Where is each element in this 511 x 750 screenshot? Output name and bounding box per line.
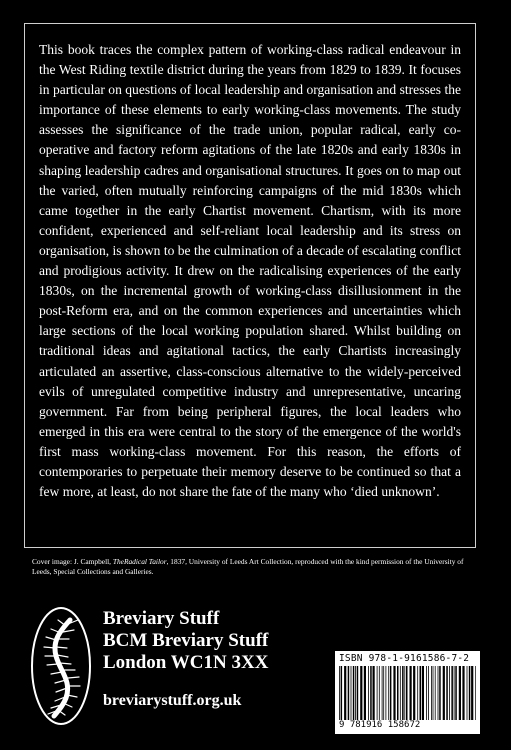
barcode-bar bbox=[383, 666, 384, 720]
barcode-bar bbox=[377, 666, 378, 720]
barcode-bar bbox=[438, 666, 439, 720]
barcode-bar bbox=[370, 666, 372, 720]
barcode-bar bbox=[397, 666, 399, 720]
isbn-label bbox=[339, 653, 511, 664]
barcode-bar bbox=[357, 666, 359, 720]
barcode-bar bbox=[351, 666, 352, 720]
barcode-bar bbox=[431, 666, 432, 720]
barcode-bar bbox=[348, 666, 350, 720]
barcode-bar bbox=[422, 666, 424, 720]
barcode-bar bbox=[449, 666, 450, 720]
barcode-bar bbox=[400, 666, 401, 720]
barcode-bar bbox=[446, 666, 448, 720]
barcode-bar bbox=[353, 666, 355, 720]
barcode-bar bbox=[339, 666, 340, 720]
publisher-address-line1: BCM Breviary Stuff bbox=[103, 630, 269, 651]
barcode-bar bbox=[467, 666, 468, 720]
barcode-bar bbox=[402, 666, 404, 720]
publisher-address-line2: London WC1N 3XX bbox=[103, 652, 269, 673]
credit-title: TheRadical Tailor bbox=[112, 557, 167, 566]
barcode-bar bbox=[364, 666, 366, 720]
barcode-bar bbox=[435, 666, 436, 720]
price-code: 90000 bbox=[481, 653, 511, 664]
barcode-bar bbox=[360, 666, 362, 720]
barcode-bar bbox=[455, 666, 457, 720]
barcode-bar bbox=[355, 666, 356, 720]
barcode-bar bbox=[341, 666, 343, 720]
barcode-bar bbox=[454, 666, 455, 720]
barcode-bar bbox=[451, 666, 453, 720]
barcode-bar bbox=[379, 666, 380, 720]
cover-image-credit bbox=[32, 557, 472, 577]
barcode-bar bbox=[382, 666, 383, 720]
book-description: This book traces the complex pattern of working-class radical endeavour in the West Riding textile district during the years from 1829 to 1839. It focuses in particular on questions of local leadership and organisation and stresses the importance of these elements to early working-class movements. The study assesses the significance of the trade union, popular radical, early co-operative and factory reform agitations of the late 1820s and early 1830s in shaping leadership cadres and organisational structures. It goes on to map out the varied, often mutually reinforcing campaigns of the mid 1830s which came together in the early Chartist movement. Chartism, with its more confident, experienced and self-reliant local leadership and its stress on organisation, is shown to be the culmination of a decade of escalating conflict and prodigious activity. It drew on the radicalising experiences of the early 1830s, on the incremental growth of working-class disillusionment in the post-Reform era, and on the common experiences and uncertainties which large sections of the local working population shared. Whilst building on traditional ideas and agitational tactics, the early Chartists increasingly articulated an assertive, class-conscious alternative to the widely-perceived evils of unregulated competitive industry and unrepresentative, uncaring government. Far from being peripheral figures, the local leaders who emerged in this era were central to the story of the emergence of the world's first mass working-class movement. For this reason, the efforts of contemporaries to perpetuate their memory deserve to be continued so that a few more, at least, do not share the fate of the many who ‘died unknown’. bbox=[39, 42, 461, 500]
barcode-bar bbox=[410, 666, 412, 720]
barcode-bar bbox=[469, 666, 471, 720]
isbn-number: ISBN 978-1-9161586-7-2 bbox=[339, 653, 470, 664]
barcode-digits: 9 781916 158672 bbox=[339, 720, 421, 730]
barcode-bar bbox=[413, 666, 415, 720]
barcode-bar bbox=[406, 666, 408, 720]
centipede-logo-icon bbox=[30, 606, 92, 726]
barcode-bar bbox=[475, 666, 476, 720]
barcode-bar bbox=[368, 666, 369, 720]
publisher-website: breviarystuff.org.uk bbox=[103, 692, 242, 709]
barcode-bar bbox=[439, 666, 441, 720]
barcode-bar bbox=[388, 666, 389, 720]
credit-prefix: Cover image: J. Campbell, bbox=[32, 557, 113, 566]
barcode-bar bbox=[417, 666, 418, 720]
credit-suffix: , 1837, University of Leeds Art Collection, reproduced with the kind permission of the University of Leeds, Special Collections and Galleries. bbox=[32, 557, 464, 576]
barcode-bar bbox=[471, 666, 473, 720]
barcode-bar bbox=[393, 666, 395, 720]
publisher-block bbox=[103, 608, 268, 674]
barcode-bar bbox=[373, 666, 375, 720]
barcode-bar bbox=[344, 666, 346, 720]
barcode-bar bbox=[428, 666, 429, 720]
barcode-bar bbox=[404, 666, 405, 720]
barcode-bar bbox=[443, 666, 445, 720]
barcode-bar bbox=[420, 666, 422, 720]
blurb-frame bbox=[24, 23, 476, 548]
publisher-name: Breviary Stuff bbox=[103, 608, 220, 629]
barcode-icon bbox=[339, 666, 476, 720]
barcode-bar bbox=[462, 666, 464, 720]
barcode-bar bbox=[459, 666, 461, 720]
barcode-bar bbox=[433, 666, 434, 720]
barcode-bar bbox=[386, 666, 387, 720]
barcode-bar bbox=[426, 666, 427, 720]
barcode-bar bbox=[390, 666, 392, 720]
barcode-panel bbox=[335, 651, 511, 734]
